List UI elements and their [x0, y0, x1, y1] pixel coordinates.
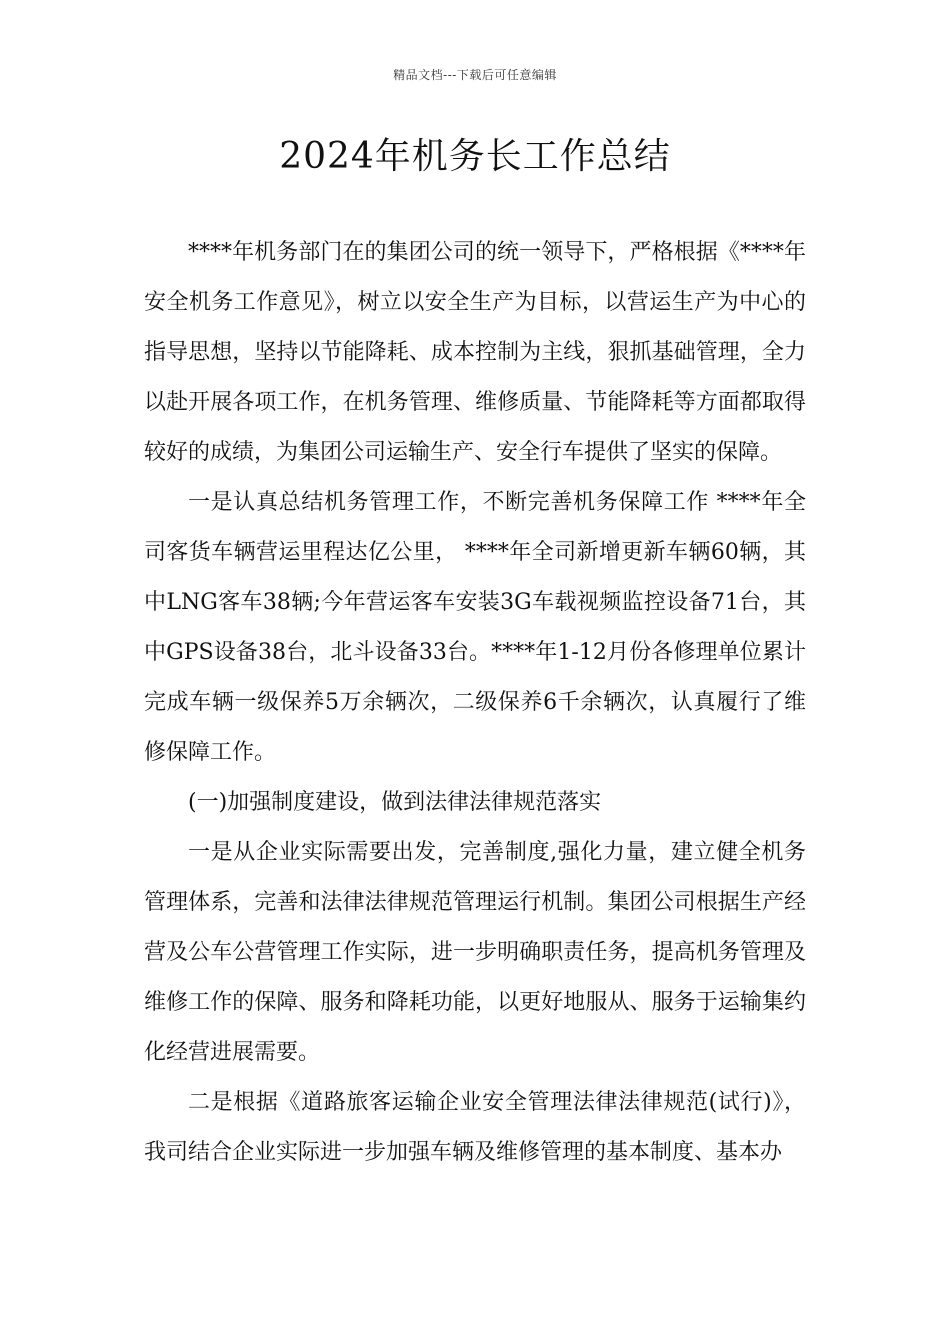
document-title: 2024年机务长工作总结 [279, 136, 671, 177]
paragraph-summary: 一是认真总结机务管理工作，不断完善机务保障工作 ****年全司客货车辆营运里程达亿公里， ****年全司新增更新车辆60辆，其中LNG客车38辆;今年营运客车安装3G车载视频监控设备71台，其中GPS设备38台，北斗设备33台。****年1-12月份各修理单位累计完成车辆一级保养5万余辆次，二级保养6千余辆次，认真履行了维修保障工作。 [144, 490, 806, 765]
paragraph-system-building: 一是从企业实际需要出发，完善制度,强化力量，建立健全机务管理体系，完善和法律法律规范管理运行机制。集团公司根据生产经营及公车公营管理工作实际，进一步明确职责任务，提高机务管理及维修工作的保障、服务和降耗功能，以更好地服从、服务于运输集约化经营进展需要。 [144, 840, 806, 1065]
document-body [144, 228, 806, 1178]
paragraph-intro: ****年机务部门在的集团公司的统一领导下，严格根据《****年安全机务工作意见》，树立以安全生产为目标，以营运生产为中心的指导思想，坚持以节能降耗、成本控制为主线，狠抓基础管理，全力以赴开展各项工作，在机务管理、维修质量、节能降耗等方面都取得较好的成绩，为集团公司运输生产、安全行车提供了坚实的保障。 [144, 240, 806, 465]
header-note: 精品文档---下载后可任意编辑 [393, 68, 557, 82]
section-heading: (一)加强制度建设，做到法律法律规范落实 [188, 790, 602, 815]
paragraph-regulation: 二是根据《道路旅客运输企业安全管理法律法律规范(试行)》，我司结合企业实际进一步加强车辆及维修管理的基本制度、基本办 [144, 1090, 806, 1165]
